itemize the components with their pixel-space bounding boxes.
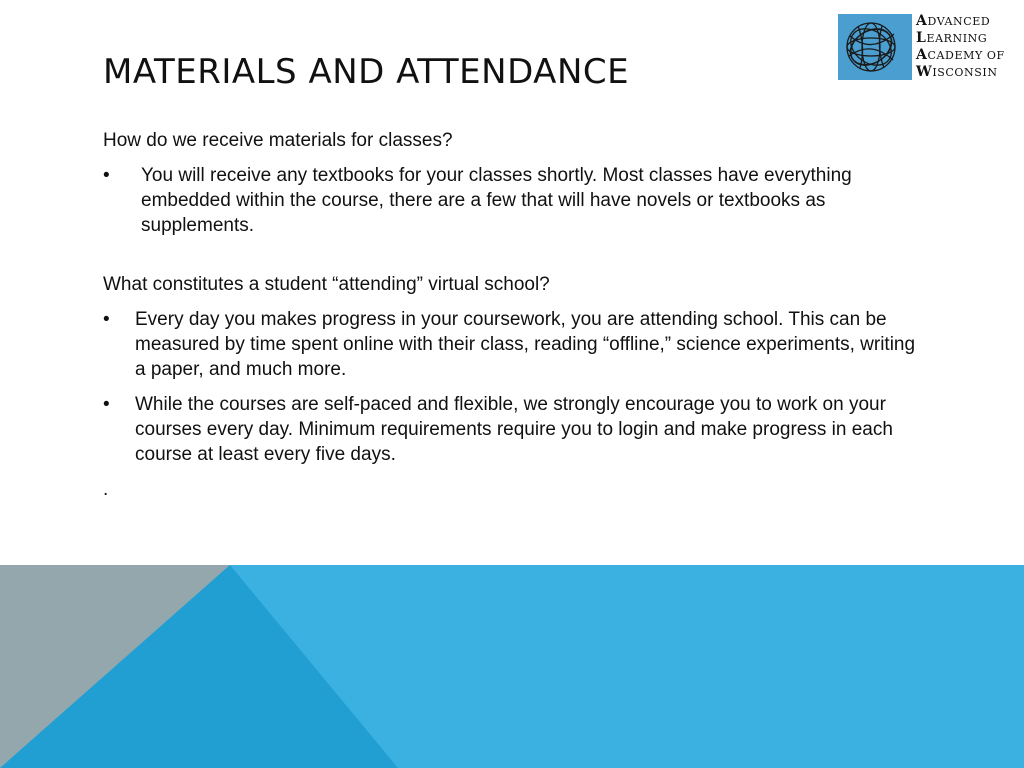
logo-line-2: LEARNING (916, 30, 988, 46)
bullet-dot: • (103, 394, 110, 415)
section-spacer (103, 248, 923, 272)
bullet-dot: • (103, 165, 110, 186)
logo-line-3: ACADEMY OF (916, 47, 1005, 63)
question-attendance: What constitutes a student “attending” virtual school? (103, 274, 550, 295)
logo-line-4: WISCONSIN (916, 64, 998, 80)
academy-logo (838, 13, 1013, 81)
trailing-mark: . (103, 479, 109, 500)
bullet-daily-progress (103, 307, 923, 382)
bullet-text: You will receive any textbooks for your classes shortly. Most classes have everything embedded within the course, there are a few that will have novels or textbooks as supplements. (141, 165, 852, 236)
decorative-background-shapes (0, 565, 1024, 768)
bullet-textbooks (103, 163, 923, 238)
bullet-text: Every day you makes progress in your coursework, you are attending school. This can be measured by time spent online with their class, reading “offline,” science experiments, writing a paper, and much more. (135, 309, 916, 380)
bullet-dot: • (103, 309, 110, 330)
bullet-text: While the courses are self-paced and flexible, we strongly encourage you to work on your courses every day. Minimum requirements require you to login and make progress in each course at least every five days. (135, 394, 893, 465)
slide-title: MATERIALS AND ATTENDANCE (103, 52, 630, 92)
question-materials: How do we receive materials for classes? (103, 130, 453, 151)
slide-body (103, 128, 923, 502)
globe-icon (838, 14, 912, 80)
logo-wordmark (916, 13, 1013, 81)
logo-line-1: ADVANCED (916, 13, 991, 29)
bullet-self-paced (103, 392, 923, 467)
